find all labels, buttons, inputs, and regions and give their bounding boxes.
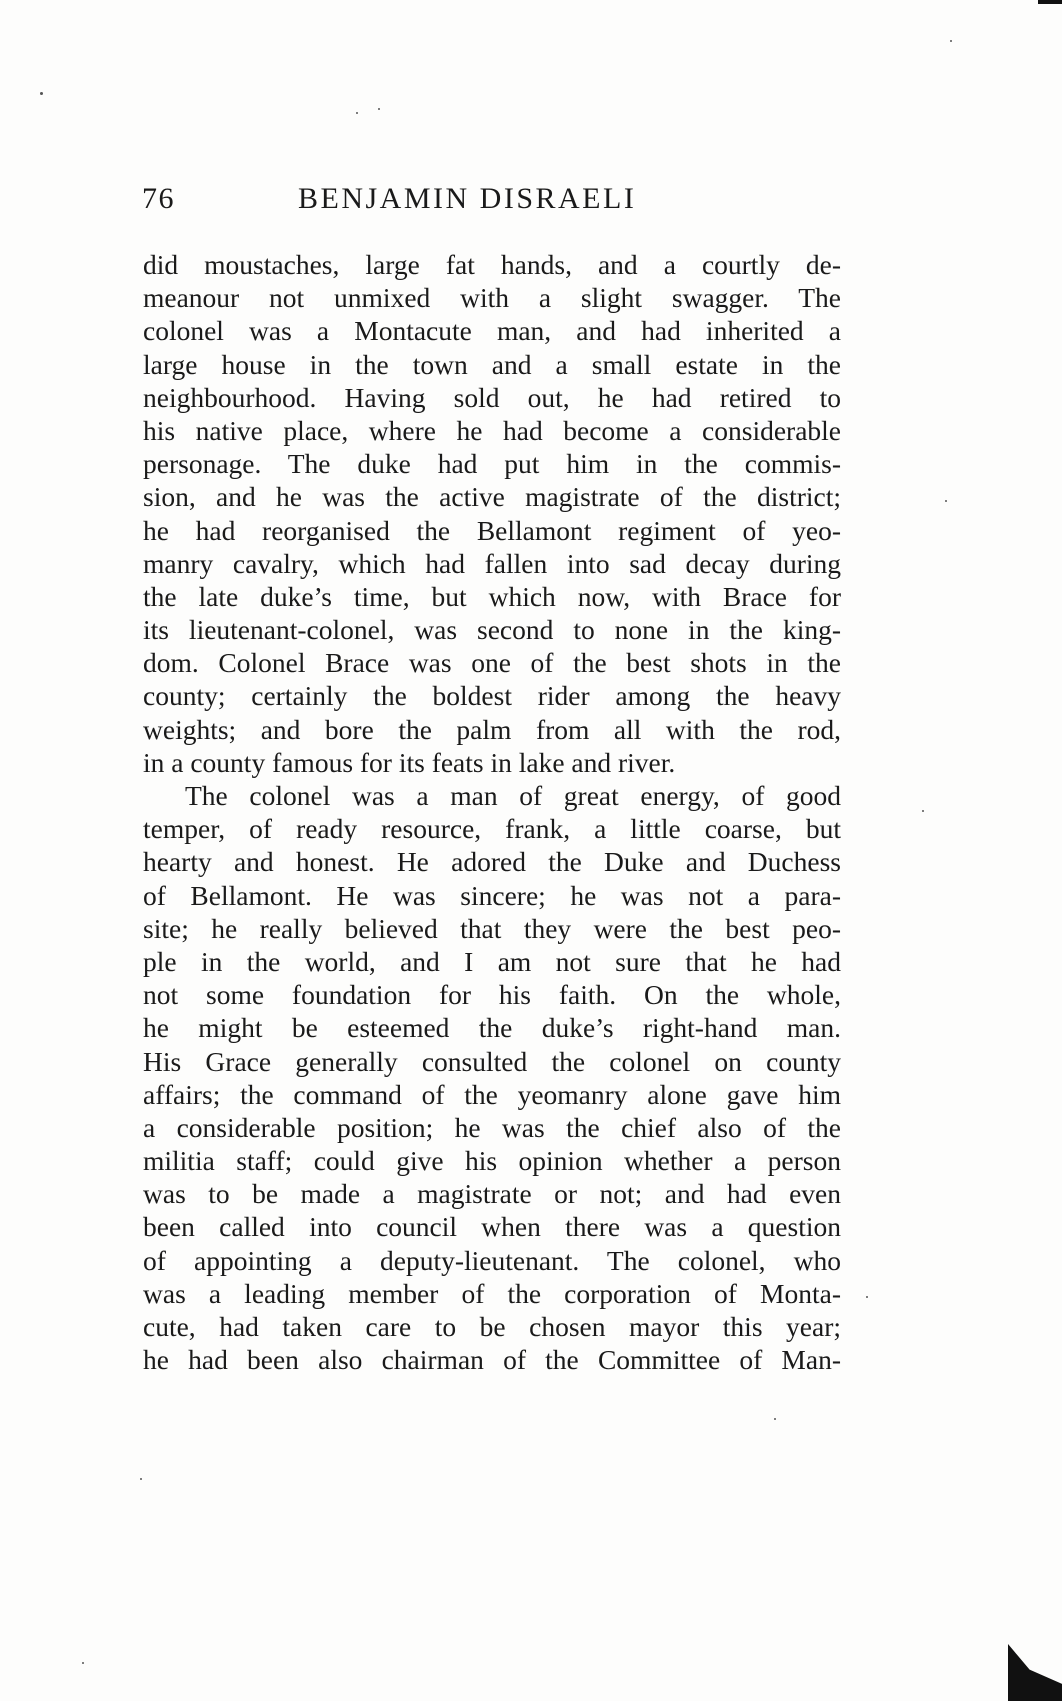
scan-speck bbox=[356, 112, 358, 114]
text-line: was to be made a magistrate or not; and had even bbox=[143, 1178, 841, 1210]
text-line: The colonel was a man of great energy, of good bbox=[185, 780, 841, 811]
text-line: did moustaches, large fat hands, and a courtly de- bbox=[143, 249, 841, 280]
scan-speck bbox=[945, 500, 947, 502]
text-line: of Bellamont. He was sincere; he was not a para- bbox=[143, 879, 841, 911]
scan-speck bbox=[866, 1296, 868, 1298]
text-line: in a county famous for its feats in lake and river. bbox=[143, 746, 676, 778]
text-line: county; certainly the boldest rider among the heavy bbox=[143, 680, 841, 712]
running-head bbox=[142, 182, 842, 222]
scan-speck bbox=[140, 1478, 142, 1480]
text-line: he had been also chairman of the Committee of Man- bbox=[143, 1344, 841, 1376]
text-line: manry cavalry, which had fallen into sad decay during bbox=[143, 547, 841, 579]
running-title: BENJAMIN DISRAELI bbox=[298, 182, 637, 215]
text-line: His Grace generally consulted the colonel on county bbox=[143, 1045, 841, 1077]
scan-edge-mark bbox=[1038, 0, 1062, 4]
scan-speck bbox=[40, 92, 43, 95]
text-line: site; he really believed that they were the best peo- bbox=[143, 912, 841, 944]
text-line: temper, of ready resource, frank, a little coarse, but bbox=[143, 813, 841, 845]
scan-speck bbox=[950, 40, 952, 42]
text-line: he might be esteemed the duke’s right-hand man. bbox=[143, 1012, 841, 1044]
text-line: dom. Colonel Brace was one of the best shots in the bbox=[143, 647, 841, 679]
text-line: affairs; the command of the yeomanry alone gave him bbox=[143, 1078, 841, 1110]
body-text bbox=[143, 248, 841, 1376]
text-line: of appointing a deputy-lieutenant. The colonel, who bbox=[143, 1244, 841, 1276]
text-line: sion, and he was the active magistrate of the district; bbox=[143, 481, 841, 513]
text-line: a considerable position; he was the chief also of the bbox=[143, 1111, 841, 1143]
text-line: the late duke’s time, but which now, with Brace for bbox=[143, 580, 841, 612]
scan-speck bbox=[922, 810, 924, 812]
scan-speck bbox=[774, 1418, 776, 1420]
text-line: personage. The duke had put him in the commis- bbox=[143, 448, 841, 480]
text-line: neighbourhood. Having sold out, he had retired to bbox=[143, 381, 841, 413]
text-line: colonel was a Montacute man, and had inherited a bbox=[143, 315, 841, 347]
scan-speck bbox=[82, 1662, 84, 1664]
text-line: its lieutenant-colonel, was second to none in the king- bbox=[143, 614, 841, 646]
text-line: not some foundation for his faith. On the whole, bbox=[143, 979, 841, 1011]
text-line: been called into council when there was a question bbox=[143, 1211, 841, 1243]
page-number: 76 bbox=[142, 182, 175, 215]
text-line: cute, had taken care to be chosen mayor this year; bbox=[143, 1311, 841, 1342]
text-line: he had reorganised the Bellamont regiment of yeo- bbox=[143, 514, 841, 546]
text-line: his native place, where he had become a considerable bbox=[143, 414, 841, 446]
scan-corner-artifact bbox=[1008, 1644, 1062, 1701]
text-line: was a leading member of the corporation of Monta- bbox=[143, 1277, 841, 1309]
text-line: meanour not unmixed with a slight swagger. The bbox=[143, 282, 841, 314]
text-line: ple in the world, and I am not sure that he had bbox=[143, 945, 841, 977]
scan-speck bbox=[378, 108, 380, 110]
text-line: hearty and honest. He adored the Duke and Duchess bbox=[143, 846, 841, 878]
text-line: large house in the town and a small estate in the bbox=[143, 348, 841, 380]
text-line: weights; and bore the palm from all with the rod, bbox=[143, 713, 841, 745]
text-line: militia staff; could give his opinion whether a person bbox=[143, 1145, 841, 1177]
